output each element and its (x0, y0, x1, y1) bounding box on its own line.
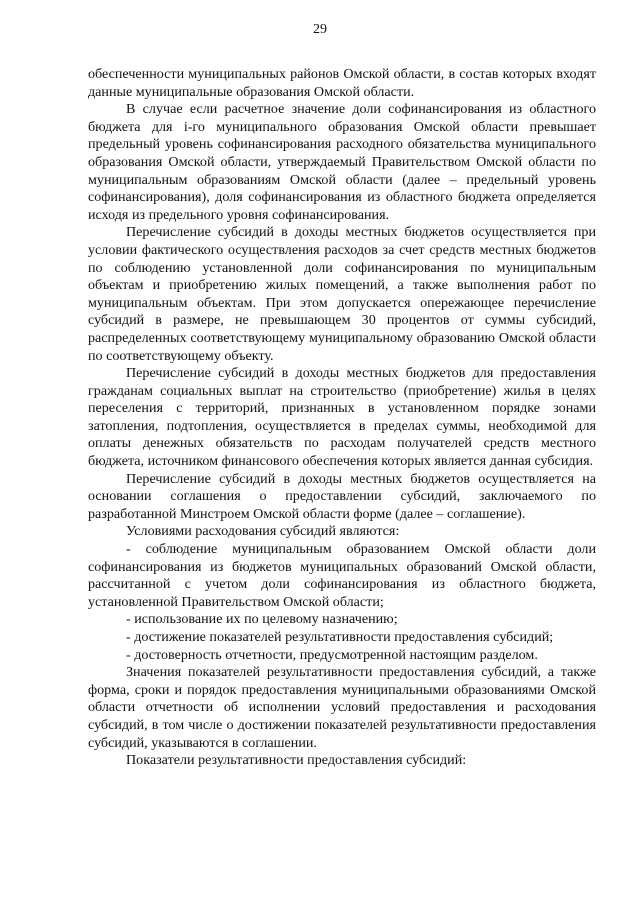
paragraph-agreement: Перечисление субсидий в доходы местных бюджетов осуществляется на основании соглашения о предоставлении субсидий, заключаемого по разработанной Минстроем Омской области форме (далее – соглашение). (88, 470, 596, 522)
list-item-reporting-accuracy: - достоверность отчетности, предусмотренной настоящим разделом. (126, 646, 538, 663)
list-item-cofinancing-share: - соблюдение муниципальным образованием Омской области доли софинансирования из бюджетов муниципальных образований Омской области, рассчитанной с учетом доли софинансирования из областного бюджета, установленной Правительством Омской области; (88, 541, 596, 610)
paragraph-subsidy-transfer-condition: Перечисление субсидий в доходы местных бюджетов осуществляется при условии фактического осуществления расходов за счет средств местных бюджетов по соблюдению установленной доли софинансирования по муниципальным объектам и приобретению жилых помещений, а также выполнения работ по муниципальным объектам. При этом допускается опережающее перечисление субсидий в размере, не превышающем 30 процентов от суммы субсидий, распределенных соответствующему муниципальному образованию Омской области по соответствующему объекту. (88, 224, 596, 364)
list-item-target-use: - использование их по целевому назначению; (126, 611, 398, 628)
paragraph-indicators-heading: Показатели результативности предоставления субсидий: (126, 752, 467, 769)
paragraph-continuation: обеспеченности муниципальных районов Омской области, в состав которых входят данные муниципальные образования Омской области. (88, 66, 596, 100)
body-text (88, 66, 596, 770)
paragraph-indicator-values: Значения показателей результативности предоставления субсидий, а также форма, сроки и порядок предоставления муниципальными образованиями Омской области отчетности об исполнении условий предоставления и расходования субсидий, в том числе о достижении показателей результативности предоставления субсидий, указываются в соглашении. (88, 664, 596, 751)
list-item-performance-indicators: - достижение показателей результативности предоставления субсидий; (126, 629, 554, 645)
paragraph-social-payments: Перечисление субсидий в доходы местных бюджетов для предоставления гражданам социальных выплат на строительство (приобретение) жилья в целях переселения с территорий, признанных в установленном порядке зонами затопления, подтопления, осуществляется в пределах суммы, необходимой для оплаты денежных обязательств по расходам получателей средств местного бюджета, источником финансового обеспечения которых является данная субсидия. (88, 365, 596, 470)
page-number: 29 (313, 22, 327, 37)
paragraph-conditions-heading: Условиями расходования субсидий являются: (126, 523, 400, 540)
paragraph-cofinancing-limit: В случае если расчетное значение доли софинансирования из областного бюджета для i-го муниципального образования Омской области превышает предельный уровень софинансирования расходного обязательства муниципального образования Омской области, утверждаемый Правительством Омской области по муниципальным образованиям Омской области (далее – предельный уровень софинансирования), доля софинансирования из областного бюджета определяется исходя из предельного уровня софинансирования. (88, 101, 596, 223)
